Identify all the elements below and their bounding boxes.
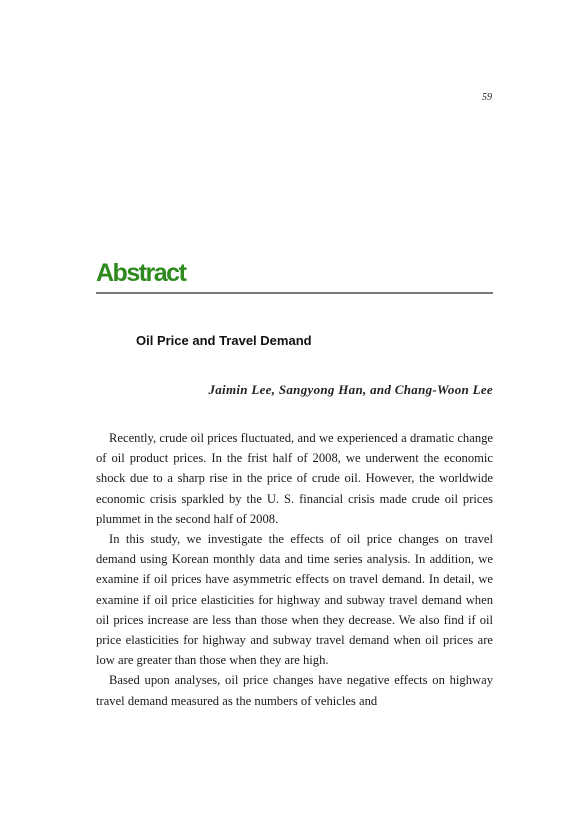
paragraph: In this study, we investigate the effects of oil price changes on travel demand using Korean monthly data and time series analysis. In addition, we examine if oil prices have asymmetric effects on travel demand. In detail, we examine if oil price elasticities for highway and subway travel demand when oil prices increase are less than those when they decrease. We also find if oil price elasticities for highway and subway travel demand when oil prices are low are greater than those when they are high. [96, 532, 493, 668]
paragraph: Based upon analyses, oil price changes have negative effects on highway travel demand measured as the numbers of vehicles and [96, 673, 493, 708]
page-number: 59 [482, 92, 492, 103]
paragraph: Recently, crude oil prices fluctuated, and we experienced a dramatic change of oil product prices. In the frist half of 2008, we underwent the economic shock due to a sharp rise in the price of crude oil. However, the worldwide economic crisis sparkled by the U. S. financial crisis made crude oil prices plummet in the second half of 2008. [96, 431, 493, 526]
paper-title: Oil Price and Travel Demand [136, 333, 312, 348]
section-heading: Abstract [96, 259, 186, 287]
abstract-body [96, 428, 493, 711]
author-list: Jaimin Lee, Sangyong Han, and Chang-Woon Lee [208, 382, 493, 397]
heading-divider [96, 292, 493, 294]
